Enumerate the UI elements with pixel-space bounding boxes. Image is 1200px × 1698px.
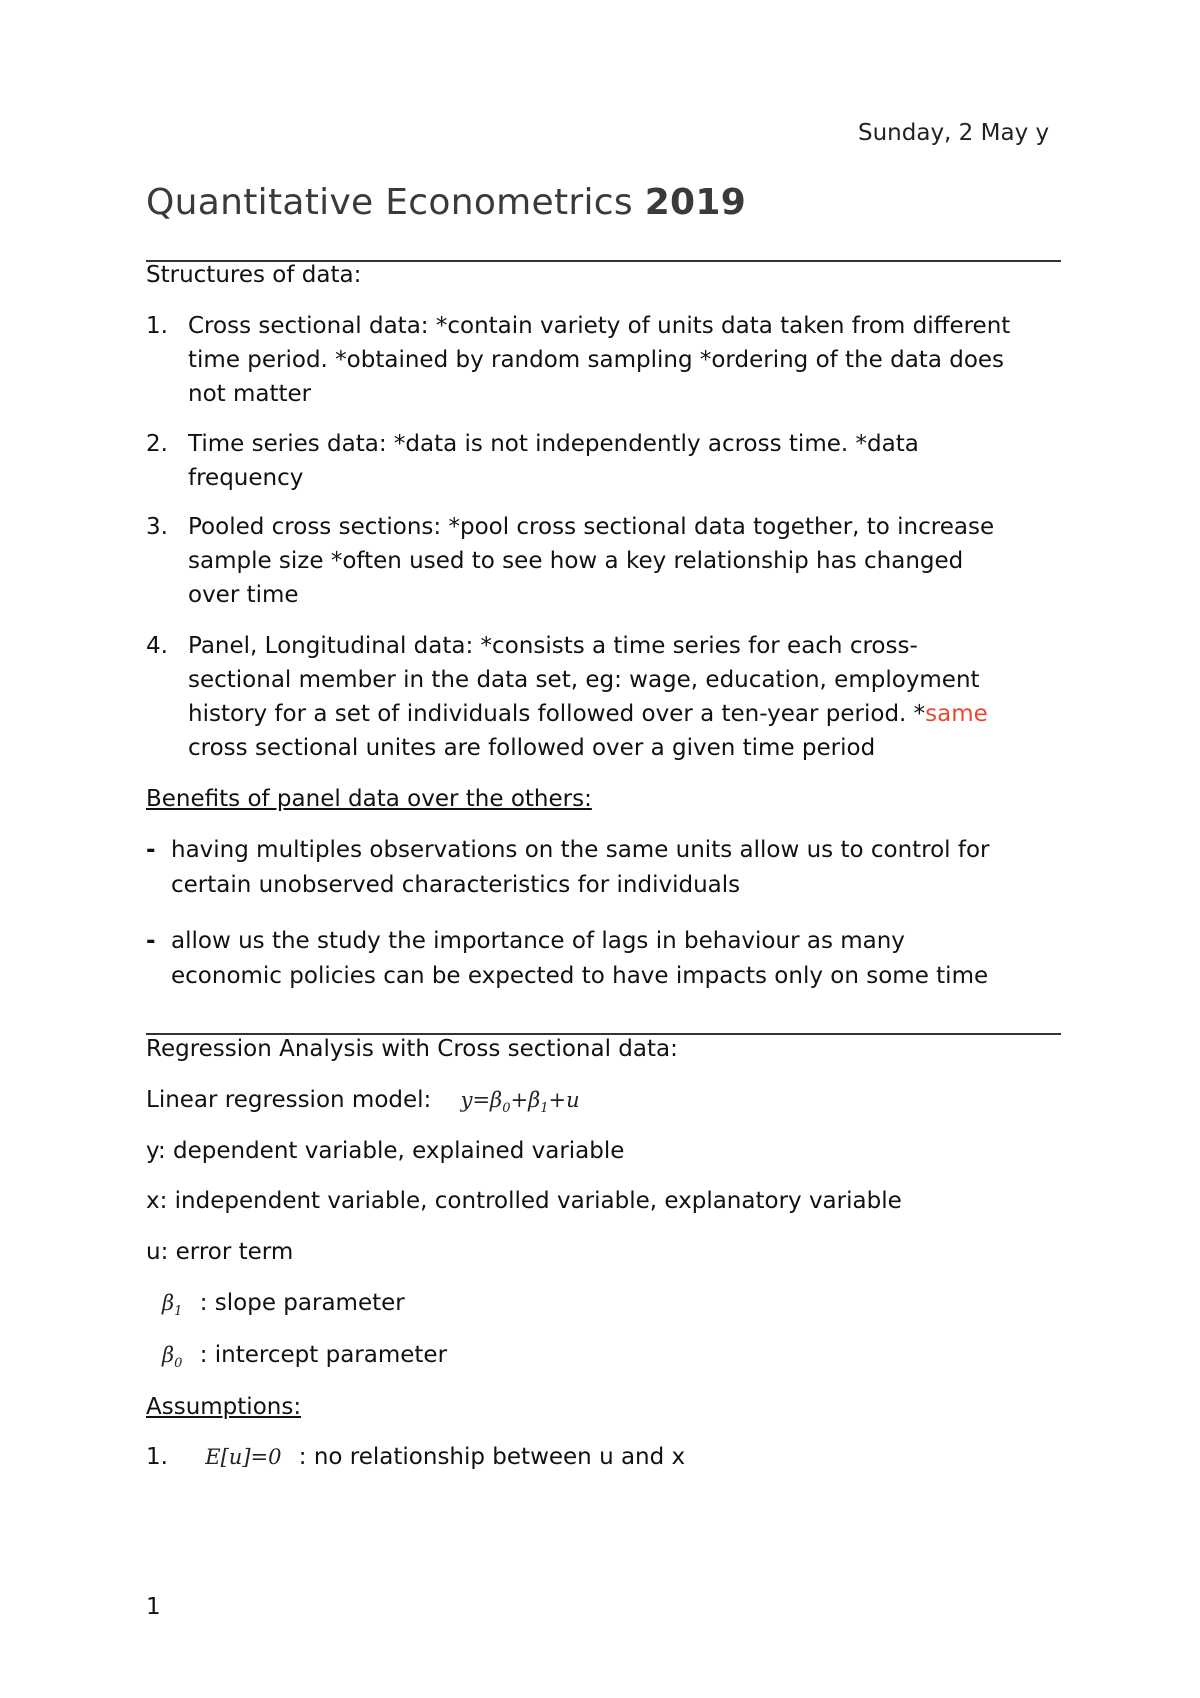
list-item-line: Panel, Longitudinal data: *consists a time series for each cross-	[188, 633, 918, 659]
list-item-line	[188, 697, 988, 731]
list-item-line: cross sectional unites are followed over a given time period	[188, 735, 876, 761]
beta1-symbol: $\beta_1$	[162, 1291, 183, 1320]
u-definition: u: error term	[146, 1239, 294, 1265]
list-item	[188, 629, 988, 765]
header-date: Sunday, 2 May y	[858, 120, 1050, 146]
list-item-line: frequency	[188, 465, 304, 491]
beta0-definition: : intercept parameter	[199, 1342, 448, 1368]
dash-bullet: -	[146, 837, 156, 863]
list-item-line: time period. *obtained by random sampling *ordering of the data does	[188, 347, 1005, 373]
model-line	[146, 1083, 580, 1126]
document-title	[146, 182, 746, 223]
y-definition: y: dependent variable, explained variable	[146, 1138, 625, 1164]
list-number: 1.	[146, 313, 168, 339]
list-item-line: Time series data: *data is not independently across time. *data	[188, 431, 919, 457]
model-label: Linear regression model:	[146, 1087, 432, 1113]
highlighted-word: same	[925, 701, 988, 727]
title-year: 2019	[644, 182, 747, 223]
beta0-line	[162, 1338, 447, 1381]
list-item-line: Cross sectional data: *contain variety of units data taken from different	[188, 313, 1011, 339]
section-heading-structures: Structures of data:	[146, 262, 362, 288]
list-item-line: over time	[188, 582, 299, 608]
beta1-line	[162, 1286, 405, 1329]
bullet-line: economic policies can be expected to have impacts only on some time	[171, 963, 989, 989]
assumption-text: : no relationship between u and x	[298, 1444, 686, 1470]
section-heading-regression: Regression Analysis with Cross sectional data:	[146, 1036, 678, 1062]
list-item-line: not matter	[188, 381, 312, 407]
bullet-line: having multiples observations on the same units allow us to control for	[171, 837, 990, 863]
section-heading-assumptions: Assumptions:	[146, 1394, 302, 1420]
dash-bullet: -	[146, 928, 156, 954]
model-formula: $y=\beta_0+\beta_1+u$	[460, 1088, 580, 1117]
list-item	[188, 427, 919, 495]
title-text: Quantitative Econometrics	[146, 182, 633, 223]
list-item-line: sectional member in the data set, eg: wage, education, employment	[188, 667, 980, 693]
list-number: 3.	[146, 514, 168, 540]
beta0-symbol: $\beta_0$	[162, 1343, 183, 1372]
page-number: 1	[146, 1594, 161, 1620]
list-item	[188, 309, 1010, 411]
bullet-line: certain unobserved characteristics for individuals	[171, 872, 741, 898]
x-definition: x: independent variable, controlled variable, explanatory variable	[146, 1188, 902, 1214]
list-item-line: sample size *often used to see how a key relationship has changed	[188, 548, 964, 574]
list-number: 4.	[146, 633, 168, 659]
list-item-line: Pooled cross sections: *pool cross sectional data together, to increase	[188, 514, 995, 540]
bullet-line: allow us the study the importance of lags in behaviour as many	[171, 928, 905, 954]
list-number: 2.	[146, 431, 168, 457]
assumption-formula: E[u]=0	[205, 1445, 282, 1469]
section-heading-benefits: Benefits of panel data over the others:	[146, 786, 592, 812]
assumption-number: 1.	[146, 1444, 168, 1470]
assumption-item	[146, 1440, 685, 1474]
beta1-definition: : slope parameter	[199, 1290, 405, 1316]
list-item-text: history for a set of individuals followed over a ten-year period. *	[188, 701, 926, 727]
list-item	[188, 510, 994, 612]
bullet-item	[171, 833, 990, 903]
bullet-item	[171, 924, 988, 994]
